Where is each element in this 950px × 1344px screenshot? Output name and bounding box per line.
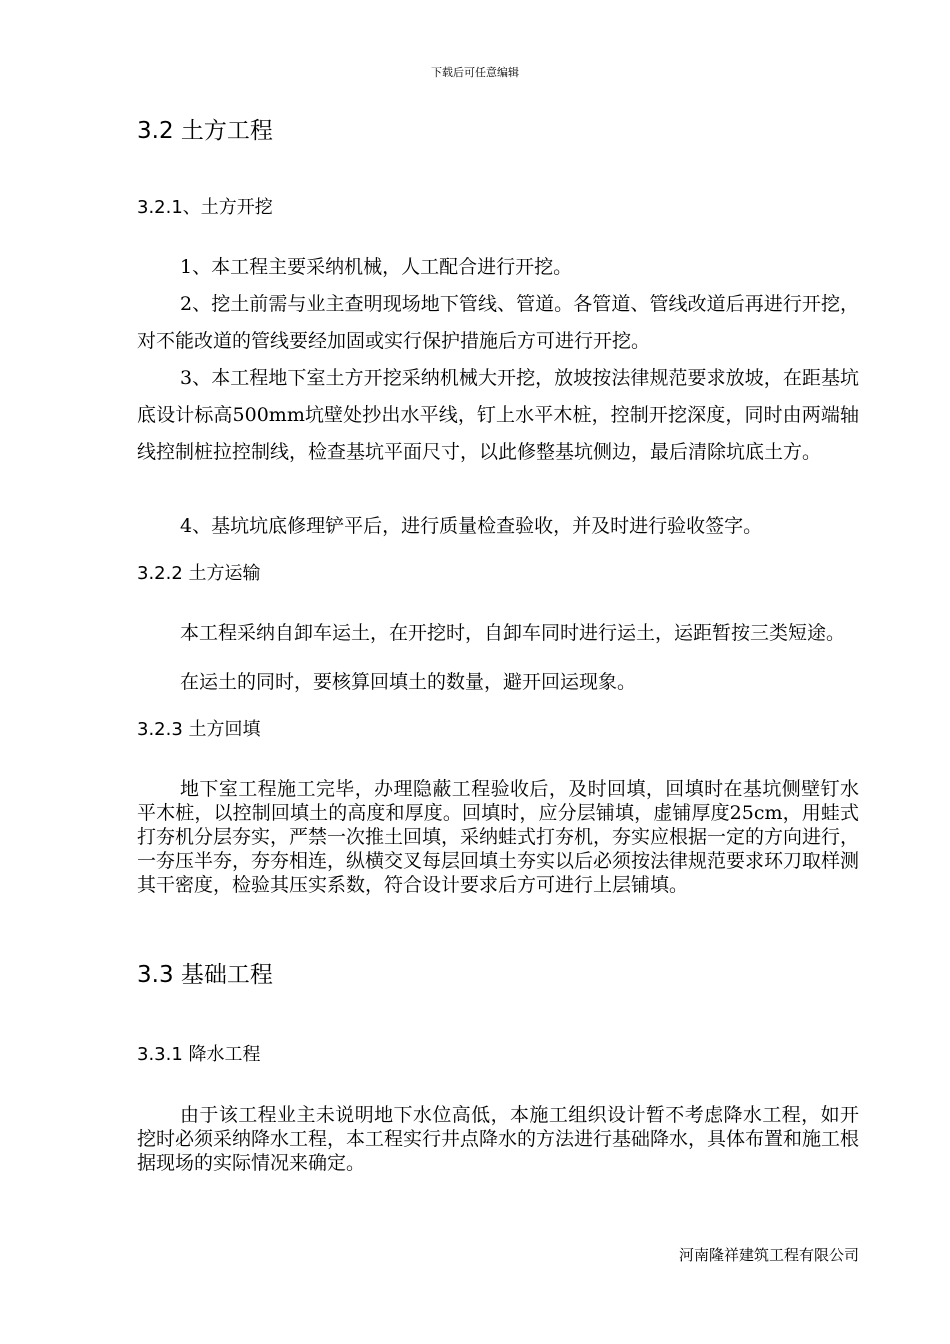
section-title-3-2-3: 3.2.3 土方回填 bbox=[137, 719, 261, 740]
paragraph-3-2-2-text-1: 本工程采纳自卸车运土，在开挖时，自卸车同时进行运土，运距暂按三类短途。 bbox=[180, 622, 846, 644]
paragraph-3-2-1-item-3: 3、本工程地下室土方开挖采纳机械大开挖，放坡按法律规范要求放坡，在距基坑底设计标高500mm坑壁处抄出水平线，钉上水平木桩，控制开挖深度，同时由两端轴线控制桩拉控制线，检查基坑平面尺寸，以此修整基坑侧边，最后清除坑底土方。 bbox=[137, 367, 859, 463]
paragraph-3-2-1-item-4: 4、基坑坑底修理铲平后，进行质量检查验收，并及时进行验收签字。 bbox=[180, 515, 763, 537]
section-title-3-2: 3.2 土方工程 bbox=[137, 118, 273, 144]
section-title-3-2-1: 3.2.1、土方开挖 bbox=[137, 197, 273, 218]
section-title-3-3-1: 3.3.1 降水工程 bbox=[137, 1044, 261, 1065]
paragraph-3-2-2-text-2: 在运土的同时，要核算回填土的数量，避开回运现象。 bbox=[180, 671, 637, 693]
paragraph-3-2-3-text: 地下室工程施工完毕，办理隐蔽工程验收后，及时回填，回填时在基坑侧壁钉水平木桩，以控制回填土的高度和厚度。回填时，应分层铺填，虚铺厚度25cm，用蛙式打夯机分层夯实，严禁一次推土回填，采纳蛙式打夯机，夯实应根据一定的方向进行，一夯压半夯，夯夯相连，纵横交叉每层回填土夯实以后必须按法律规范要求环刀取样测其干密度，检验其压实系数，符合设计要求后方可进行上层铺填。 bbox=[137, 778, 860, 896]
paragraph-3-2-1-item-2: 2、挖土前需与业主查明现场地下管线、管道。各管道、管线改道后再进行开挖，对不能改道的管线要经加固或实行保护措施后方可进行开挖。 bbox=[137, 293, 859, 352]
paragraph-3-3-1-text: 由于该工程业主未说明地下水位高低，本施工组织设计暂不考虑降水工程，如开挖时必须采纳降水工程，本工程实行井点降水的方法进行基础降水，具体布置和施工根据现场的实际情况来确定。 bbox=[137, 1104, 860, 1174]
paragraph-3-2-1-item-1: 1、本工程主要采纳机械，人工配合进行开挖。 bbox=[180, 256, 573, 278]
header-watermark: 下载后可任意编辑 bbox=[431, 66, 519, 79]
section-title-3-2-2: 3.2.2 土方运输 bbox=[137, 563, 261, 584]
section-title-3-3: 3.3 基础工程 bbox=[137, 962, 273, 988]
footer-company: 河南隆祥建筑工程有限公司 bbox=[678, 1246, 859, 1264]
